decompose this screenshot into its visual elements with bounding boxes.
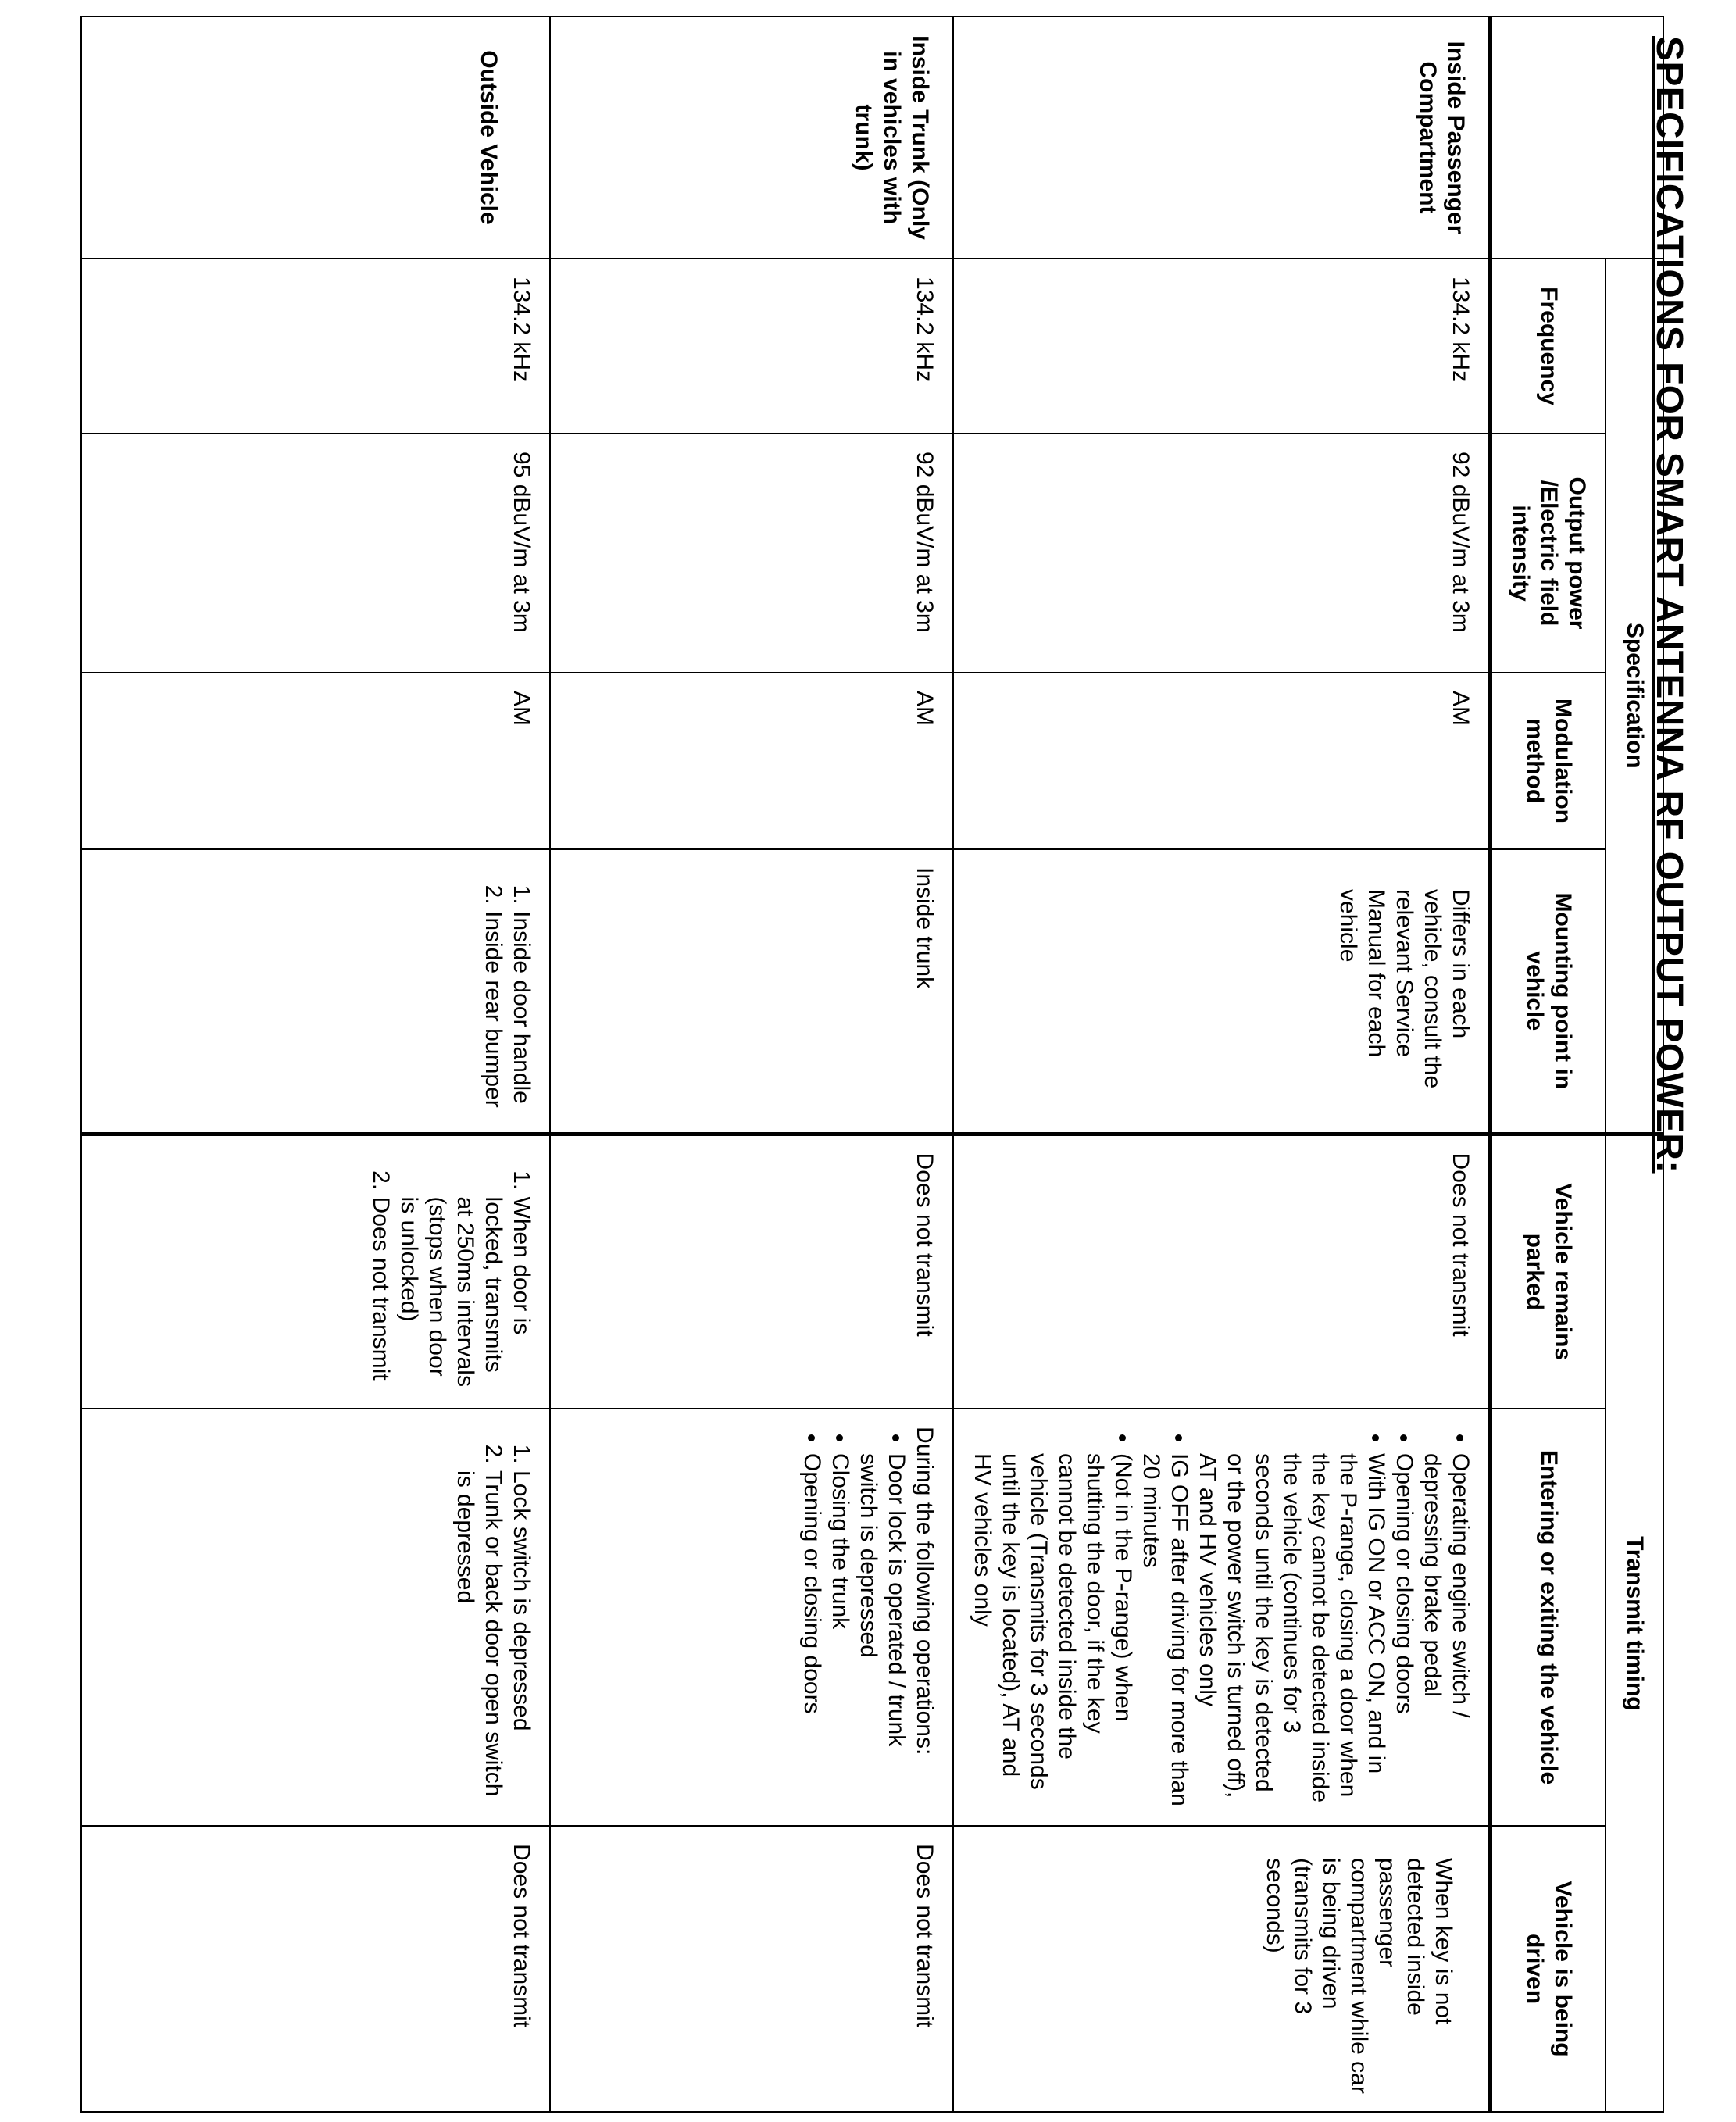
cell-frequency: 134.2 kHz xyxy=(550,259,953,434)
cell-output-power: 92 dBuV/m at 3m xyxy=(550,434,953,673)
list-item: • Opening or closing doors xyxy=(1390,1453,1418,1808)
header-specification: Specification xyxy=(1606,259,1663,1134)
entering-intro: During the following operations: xyxy=(912,1427,938,1756)
row-label-passenger: Inside Passenger Compartment xyxy=(953,16,1491,259)
row-label-outside: Outside Vehicle xyxy=(81,16,550,259)
list-item: • With IG ON or ACC ON, and in the P-range, closing a door when the key cannot be detected inside the vehicle (continues for 3 seconds until the key is detected or the power switch is turned off), AT and HV vehicles only xyxy=(1193,1453,1390,1808)
col-modulation: Modulation method xyxy=(1491,673,1606,849)
row-trunk xyxy=(550,16,953,2112)
list-item: 1. Lock switch is depressed xyxy=(507,1470,535,1808)
cell-driven xyxy=(953,1826,1491,2112)
col-entering: Entering or exiting the vehicle xyxy=(1491,1409,1606,1826)
col-mounting: Mounting point in vehicle xyxy=(1491,849,1606,1134)
col-output-power: Output power /Electric field intensity xyxy=(1491,434,1606,673)
list-item: 2. Trunk or back door open switch is depressed xyxy=(451,1470,507,1808)
cell-mounting: Inside trunk xyxy=(550,849,953,1134)
header-transmit-timing: Transmit timing xyxy=(1606,1134,1663,2112)
list-item: 1. When door is locked, transmits at 250ms intervals (stops when door is unlocked) xyxy=(395,1197,535,1391)
cell-entering xyxy=(81,1409,550,1826)
col-parked: Vehicle remains parked xyxy=(1491,1134,1606,1409)
driven-text: When key is not detected inside passenger compartment while car is being driven (transmits for 3 seconds) xyxy=(1262,1858,1456,2094)
list-item: • Opening or closing doors xyxy=(798,1453,826,1808)
cell-entering xyxy=(953,1409,1491,1826)
row-outside xyxy=(81,16,550,2112)
row-label-trunk: Inside Trunk (Only in vehicles with trunk) xyxy=(550,16,953,259)
cell-modulation: AM xyxy=(953,673,1491,849)
col-frequency: Frequency xyxy=(1491,259,1606,434)
cell-frequency: 134.2 kHz xyxy=(953,259,1491,434)
spec-table xyxy=(80,16,1664,2113)
list-item: 1. Inside door handle xyxy=(507,911,535,1115)
col-driven: Vehicle is being driven xyxy=(1491,1826,1606,2112)
header-corner xyxy=(1491,16,1664,259)
list-item: 2. Does not transmit xyxy=(366,1197,395,1391)
row-passenger xyxy=(953,16,1491,2112)
header-row-columns xyxy=(1491,16,1606,2112)
cell-output-power: 95 dBuV/m at 3m xyxy=(81,434,550,673)
entering-list xyxy=(451,1427,535,1808)
page-title: SPECIFICATIONS FOR SMART ANTENNA RF OUTPUT POWER: xyxy=(1648,36,1690,1174)
cell-mounting xyxy=(81,849,550,1134)
cell-mounting xyxy=(953,849,1491,1134)
cell-parked xyxy=(81,1134,550,1409)
cell-driven: Does not transmit xyxy=(550,1826,953,2112)
cell-frequency: 134.2 kHz xyxy=(81,259,550,434)
list-item: • (Not in the P-range) when shutting the door, if the key cannot be detected inside the vehicle (Transmits for 3 seconds until the key is located), AT and HV vehicles only xyxy=(968,1453,1137,1808)
parked-list xyxy=(366,1153,535,1391)
cell-modulation: AM xyxy=(81,673,550,849)
header-row-groups xyxy=(1606,16,1663,2112)
mounting-text: Differs in each vehicle, consult the relevant Service Manual for each vehicle xyxy=(1335,889,1473,1089)
cell-driven: Does not transmit xyxy=(81,1826,550,2112)
mounting-list xyxy=(479,867,535,1115)
list-item: • Closing the trunk xyxy=(826,1453,854,1808)
list-item: • Door lock is operated / trunk switch is depressed xyxy=(854,1453,910,1808)
list-item: • Operating engine switch / depressing brake pedal xyxy=(1418,1453,1474,1808)
cell-modulation: AM xyxy=(550,673,953,849)
cell-parked: Does not transmit xyxy=(953,1134,1491,1409)
cell-entering xyxy=(550,1409,953,1826)
entering-list xyxy=(968,1427,1474,1808)
entering-list xyxy=(798,1427,910,1808)
cell-parked: Does not transmit xyxy=(550,1134,953,1409)
list-item: 2. Inside rear bumper xyxy=(479,911,507,1115)
cell-output-power: 92 dBuV/m at 3m xyxy=(953,434,1491,673)
list-item: • IG OFF after driving for more than 20 minutes xyxy=(1137,1453,1193,1808)
